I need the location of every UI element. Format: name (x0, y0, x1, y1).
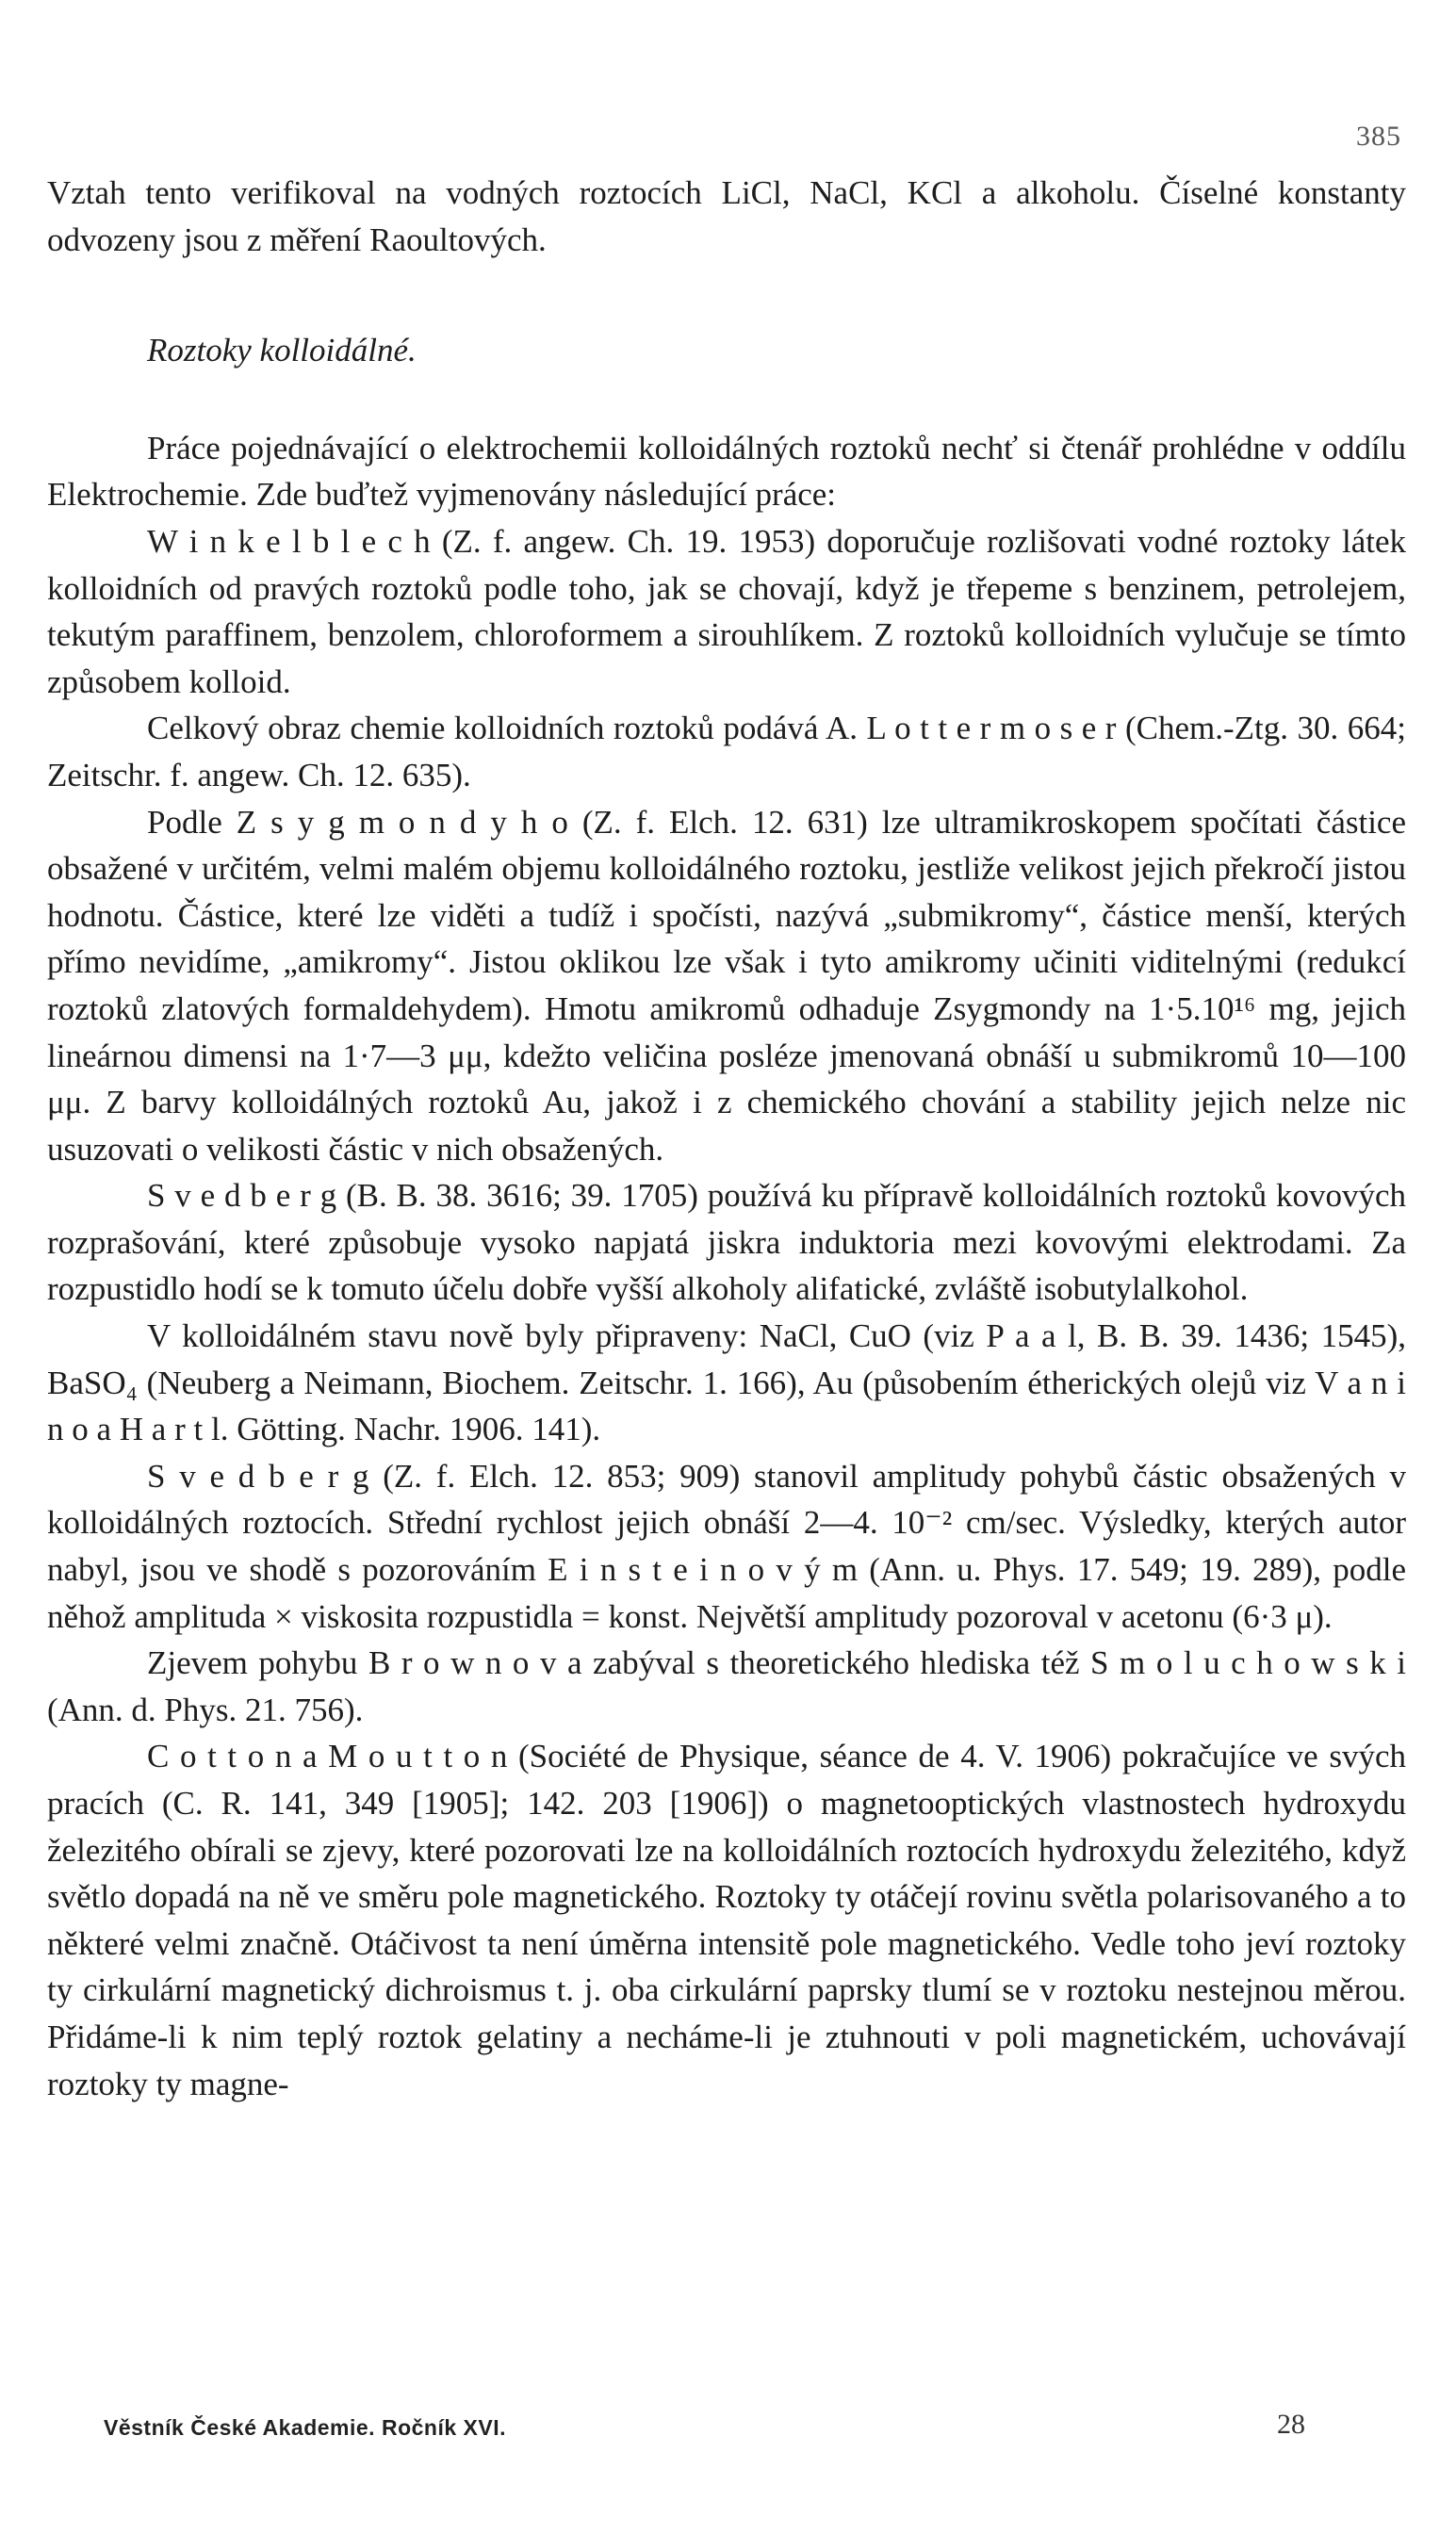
section-heading: Roztoky kolloidálné. (147, 332, 417, 369)
paragraph-zsygmondy: Podle Z s y g m o n d y h o (Z. f. Elch. 12. 631) lze ultramikroskopem spočítati částice obsažené v určitém, velmi malém objemu kolloidálného roztoku, jestliže velikost jejich překročí jistou hodnotu. Částice, které lze viděti a tudíž i spočísti, nazývá „submikromy“, částice menší, kterých přímo nevidíme, „amikromy“. Jistou oklikou lze však i tyto amikromy učiniti viditelnými (redukcí roztoků zlatových formaldehydem). Hmotu amikromů odhaduje Zsygmondy na 1·5.10¹⁶ mg, jejich lineárnou dimensi na 1·7—3 μμ, kdežto veličina posléze jmenovaná obnáší u submikromů 10—100 μμ. Z barvy kolloidálných roztoků Au, jakož i z chemického chování a stability jejich nelze nic usuzovati o velikosti částic v nich obsažených. (47, 803, 1406, 1168)
paragraph-intro: Práce pojednávající o elektrochemii kolloidálných roztoků nechť si čtenář prohlédne v oddílu Elektrochemie. Zde buďtež vyjmenovány následující práce: (47, 429, 1406, 514)
paragraph-brown: Zjevem pohybu B r o w n o v a zabýval s theoretického hlediska též S m o l u c h o w s k i (Ann. d. Phys. 21. 756). (47, 1644, 1406, 1728)
paragraph-verification: Vztah tento verifikoval na vodných roztocích LiCl, NaCl, KCl a alkoholu. Číselné konstanty odvozeny jsou z měření Raoultových. (47, 174, 1406, 258)
paragraph-lottermoser: Celkový obraz chemie kolloidních roztoků podává A. L o t t e r m o s e r (Chem.-Ztg. 30. 664; Zeitschr. f. angew. Ch. 12. 635). (47, 710, 1406, 793)
paragraph-cotton-moutton: C o t t o n a M o u t t o n (Société de Physique, séance de 4. V. 1906) pokračujíce ve svých pracích (C. R. 141, 349 [1905]; 142. 203 [1906]) o magnetooptických vlastnostech hydroxydu železitého obírali se zjevy, které pozorovati lze na kolloidálních roztocích hydroxydu železitého, když světlo dopadá na ně ve směru pole magnetického. Roztoky ty otáčejí rovinu světla polarisovaného a to některé velmi značně. Otáčivost ta není úměrna intensitě pole magnetického. Vedle toho jeví roztoky ty cirkulární magnetický dichroismus t. j. oba cirkulární paprsky tlumí se v roztoku nestejnou měrou. Přidáme-li k nim teplý roztok gelatiny a necháme-li je ztuhnouti v poli magnetickém, uchovávají roztoky ty magne- (47, 1738, 1406, 2102)
document-body (47, 170, 1406, 2107)
page-number: 385 (1356, 121, 1401, 152)
footer-journal: Věstník České Akademie. Ročník XVI. (104, 2415, 506, 2440)
paragraph-svedberg-1: S v e d b e r g (B. B. 38. 3616; 39. 1705) používá ku přípravě kolloidálních roztoků kovových rozprašování, které způsobuje vysoko napjatá jiskra induktoria mezi kovovými elektrodami. Za rozpustidlo hodí se k tomuto účelu dobře vyšší alkoholy alifatické, zvláště isobutylalkohol. (47, 1177, 1406, 1308)
footer-signature: 28 (1277, 2409, 1305, 2440)
paragraph-svedberg-2: S v e d b e r g (Z. f. Elch. 12. 853; 909) stanovil amplitudy pohybů částic obsažených v kolloidálných roztocích. Střední rychlost jejich obnáší 2—4. 10⁻² cm/sec. Výsledky, kterých autor nabyl, jsou ve shodě s pozorováním E i n s t e i n o v ý m (Ann. u. Phys. 17. 549; 19. 289), podle něhož amplituda × viskosita rozpustidla = konst. Největší amplitudy pozoroval v acetonu (6·3 μ). (47, 1457, 1406, 1635)
paragraph-winkelblech: W i n k e l b l e c h (Z. f. angew. Ch. 19. 1953) doporučuje rozlišovati vodné roztoky látek kolloidních od pravých roztoků podle toho, jak se chovají, když je třepeme s benzinem, petrolejem, tekutým paraffinem, benzolem, chloroformem a sirouhlíkem. Z roztoků kolloidních vylučuje se tímto způsobem kolloid. (47, 522, 1406, 700)
paragraph-colloidal-state: V kolloidálném stavu nově byly připraveny: NaCl, CuO (viz P a a l, B. B. 39. 1436; 1545), BaSO₄ (Neuberg a Neimann, Biochem. Zeitschr. 1. 166), Au (působením étherických olejů viz V a n i n o a H a r t l. Götting. Nachr. 1906. 141). (47, 1317, 1406, 1448)
